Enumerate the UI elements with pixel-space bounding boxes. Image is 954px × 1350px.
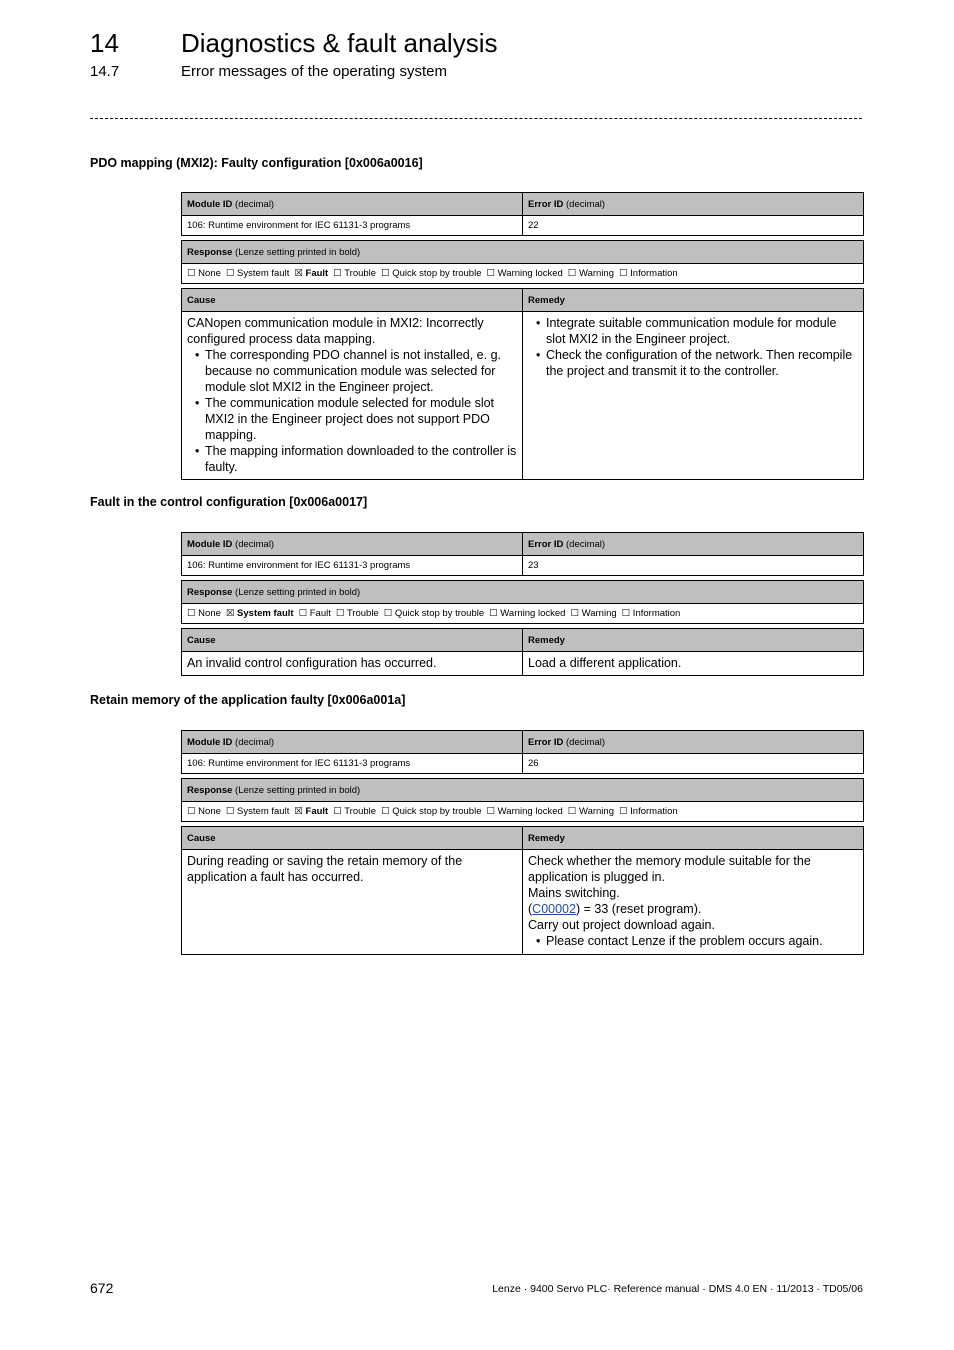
chapter-number: 14 (90, 28, 119, 58)
cause-header: Cause (182, 629, 523, 652)
module-id-value: 106: Runtime environment for IEC 61131-3 programs (182, 754, 523, 774)
error-id-header: Error ID (decimal) (523, 533, 864, 556)
response-option-label: Warning locked (495, 268, 563, 279)
remedy-line: Check whether the memory module suitable for the application is plugged in. (528, 854, 811, 884)
remedy-header: Remedy (523, 289, 864, 312)
checked-box-icon: ☒ (294, 268, 303, 279)
response-option-label: None (195, 608, 221, 619)
response-option-label: Trouble (344, 608, 379, 619)
response-option-label: None (195, 806, 221, 817)
id-table (181, 532, 864, 576)
remedy-header: Remedy (523, 629, 864, 652)
remedy-cell (523, 850, 864, 955)
error-heading: PDO mapping (MXI2): Faulty configuration [0x006a0016] (90, 156, 423, 170)
response-option (381, 806, 481, 817)
id-table (181, 730, 864, 774)
response-option (226, 608, 294, 619)
response-option-label: None (195, 268, 221, 279)
error-id-header: Error ID (decimal) (523, 731, 864, 754)
response-option-label: Fault (302, 268, 329, 279)
response-option-label: Warning locked (495, 806, 563, 817)
cause-list (187, 347, 518, 475)
response-table (181, 580, 864, 624)
cause-remedy-table (181, 826, 864, 955)
cause-remedy-table (181, 628, 864, 676)
response-header: Response (Lenze setting printed in bold) (182, 581, 864, 604)
checkbox-icon: ☐ (570, 608, 579, 619)
response-option (570, 608, 616, 619)
response-option (568, 806, 614, 817)
response-option (333, 806, 376, 817)
response-option-label: System fault (234, 806, 290, 817)
response-option-label: Quick stop by trouble (389, 806, 482, 817)
checkbox-icon: ☐ (187, 806, 196, 817)
response-option-label: System fault (234, 268, 290, 279)
remedy-header: Remedy (523, 827, 864, 850)
checked-box-icon: ☒ (294, 806, 303, 817)
cause-header: Cause (182, 289, 523, 312)
response-option (568, 268, 614, 279)
response-option-label: Quick stop by trouble (392, 608, 485, 619)
response-option-label: Information (627, 806, 678, 817)
checkbox-icon: ☐ (381, 268, 390, 279)
response-option (336, 608, 379, 619)
response-option-label: Fault (307, 608, 331, 619)
remedy-item: • Please contact Lenze if the problem occurs again. (528, 933, 859, 949)
response-option (619, 806, 678, 817)
response-option (187, 806, 221, 817)
cause-item: • The communication module selected for module slot MXI2 in the Engineer project does not support PDO mapping. (187, 395, 518, 443)
checkbox-icon: ☐ (335, 608, 345, 619)
id-table (181, 192, 864, 236)
response-option-label: Trouble (341, 268, 377, 279)
cause-intro: CANopen communication module in MXI2: Incorrectly configured process data mapping. (187, 316, 484, 346)
response-option (294, 806, 328, 817)
response-option (226, 268, 289, 279)
checkbox-icon: ☐ (298, 608, 308, 619)
error-heading: Fault in the control configuration [0x006a0017] (90, 495, 368, 509)
module-id-header: Module ID (decimal) (182, 533, 523, 556)
module-id-header: Module ID (decimal) (182, 193, 523, 216)
section-title: Error messages of the operating system (181, 63, 447, 80)
response-option-label: Information (630, 608, 681, 619)
checkbox-icon: ☐ (619, 806, 628, 817)
response-option (187, 608, 221, 619)
checkbox-icon: ☐ (567, 268, 577, 279)
module-id-value: 106: Runtime environment for IEC 61131-3 programs (182, 216, 523, 236)
chapter-title: Diagnostics & fault analysis (181, 28, 498, 58)
remedy-line: (C00002) = 33 (reset program). (528, 902, 702, 916)
response-option (487, 806, 563, 817)
error-id-value: 26 (523, 754, 864, 774)
error-id-value: 23 (523, 556, 864, 576)
module-id-value: 106: Runtime environment for IEC 61131-3 programs (182, 556, 523, 576)
response-option (294, 268, 328, 279)
checkbox-icon: ☐ (383, 608, 393, 619)
checkbox-icon: ☐ (187, 268, 196, 279)
checkbox-icon: ☐ (333, 806, 342, 817)
remedy-item: • Integrate suitable communication module for module slot MXI2 in the Engineer project. (528, 315, 859, 347)
checkbox-icon: ☐ (567, 806, 577, 817)
header-divider (90, 118, 862, 119)
response-option-label: Warning (578, 608, 617, 619)
remedy-cell (523, 312, 864, 480)
response-option-label: Warning locked (497, 608, 566, 619)
response-options (182, 802, 864, 822)
response-option (384, 608, 484, 619)
response-option (619, 268, 678, 279)
remedy-item: • Check the configuration of the network. Then recompile the project and transmit it to the controller. (528, 347, 859, 379)
cause-cell (182, 312, 523, 480)
cause-header: Cause (182, 827, 523, 850)
response-option-label: Trouble (341, 806, 377, 817)
cause-cell: During reading or saving the retain memory of the application a fault has occurred. (182, 850, 523, 955)
page-number: 672 (90, 1280, 114, 1296)
checkbox-icon: ☐ (486, 268, 496, 279)
cause-item: • The mapping information downloaded to the controller is faulty. (187, 443, 518, 475)
response-option (226, 806, 289, 817)
cause-cell: An invalid control configuration has occurred. (182, 652, 523, 676)
remedy-list (528, 933, 859, 949)
response-option-label: Fault (302, 806, 329, 817)
remedy-line: Carry out project download again. (528, 918, 715, 932)
response-option-label: System fault (234, 608, 294, 619)
remedy-line: Mains switching. (528, 886, 620, 900)
checkbox-icon: ☐ (621, 608, 631, 619)
response-option (622, 608, 681, 619)
cause-item: • The corresponding PDO channel is not installed, e. g. because no communication module was selected for module slot MXI2 in the Engineer project. (187, 347, 518, 395)
response-table (181, 240, 864, 284)
checkbox-icon: ☐ (333, 268, 342, 279)
response-option (187, 268, 221, 279)
checkbox-icon: ☐ (489, 608, 498, 619)
footer-text: Lenze · 9400 Servo PLC· Reference manual · DMS 4.0 EN · 11/2013 · TD05/06 (492, 1283, 863, 1295)
response-option (333, 268, 376, 279)
error-id-header: Error ID (decimal) (523, 193, 864, 216)
response-option (299, 608, 331, 619)
response-option (489, 608, 565, 619)
response-table (181, 778, 864, 822)
response-option-label: Information (627, 268, 678, 279)
response-options (182, 264, 864, 284)
response-options (182, 604, 864, 624)
checkbox-icon: ☐ (381, 806, 390, 817)
checked-box-icon: ☒ (225, 608, 235, 619)
checkbox-icon: ☐ (619, 268, 628, 279)
checkbox-icon: ☐ (187, 608, 196, 619)
parameter-link[interactable]: C00002 (532, 902, 576, 916)
response-option-label: Warning (576, 268, 614, 279)
section-number: 14.7 (90, 63, 120, 80)
checkbox-icon: ☐ (225, 268, 235, 279)
response-option (381, 268, 481, 279)
response-option (487, 268, 563, 279)
response-header: Response (Lenze setting printed in bold) (182, 241, 864, 264)
remedy-cell: Load a different application. (523, 652, 864, 676)
response-option-label: Quick stop by trouble (389, 268, 482, 279)
error-id-value: 22 (523, 216, 864, 236)
module-id-header: Module ID (decimal) (182, 731, 523, 754)
response-option-label: Warning (576, 806, 614, 817)
remedy-list (528, 315, 859, 379)
checkbox-icon: ☐ (486, 806, 496, 817)
response-header: Response (Lenze setting printed in bold) (182, 779, 864, 802)
cause-remedy-table (181, 288, 864, 480)
checkbox-icon: ☐ (225, 806, 235, 817)
error-heading: Retain memory of the application faulty [0x006a001a] (90, 693, 406, 707)
